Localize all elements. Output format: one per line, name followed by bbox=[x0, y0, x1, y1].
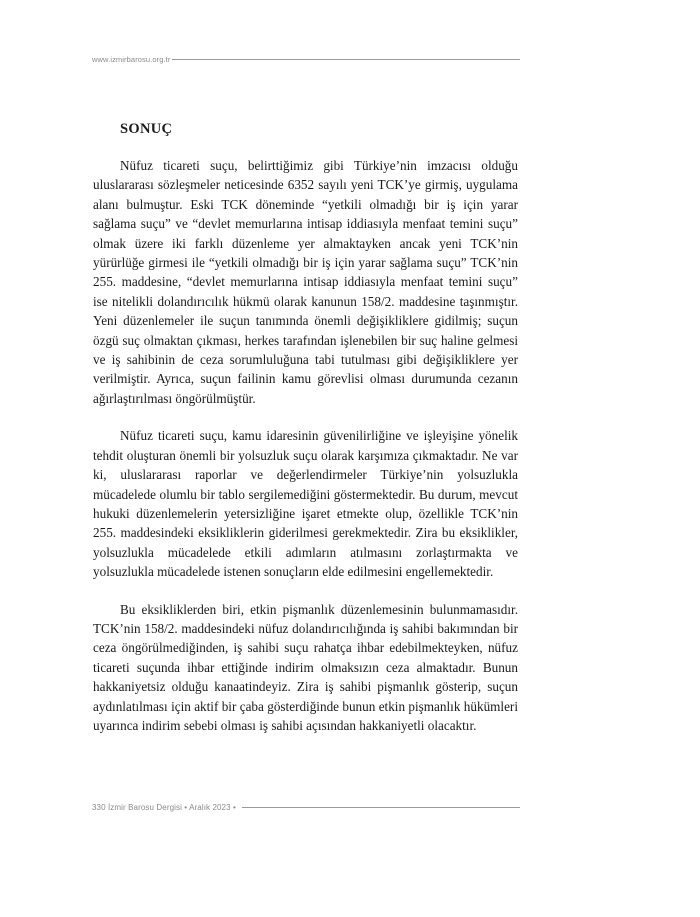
journal-url: www.izmirbarosu.org.tr bbox=[92, 54, 171, 64]
article-body bbox=[93, 156, 518, 735]
paragraph-2: Nüfuz ticareti suçu, kamu idaresinin güvenilirliğine ve işleyişine yönelik tehdit oluşturan önemli bir yolsuzluk suçu olarak karşımıza çıkmaktadır. Ne var ki, uluslararası raporlar ve değerlendirmeler Türkiye’nin yolsuzlukla mücadelede olumlu bir tablo sergilemediğini göstermektedir. Bu durum, mevcut hukuki düzenlemelerin yetersizliğine işaret etmekte olup, özellikle TCK’nin 255. maddesindeki eksikliklerin giderilmesi gerekmektedir. Zira bu eksiklikler, yolsuzlukla mücadelede etkili adımların atılmasını zorlaştırmakta ve yolsuzlukla mücadelede istenen sonuçların elde edilmesini engellemektedir. bbox=[93, 428, 518, 580]
page-footer bbox=[92, 800, 520, 814]
section-title: SONUÇ bbox=[120, 121, 173, 137]
footer-rule bbox=[242, 807, 520, 808]
paragraph-1: Nüfuz ticareti suçu, belirttiğimiz gibi Türkiye’nin imzacısı olduğu uluslararası sözleşmeler neticesinde 6352 sayılı yeni TCK’ye girmiş, uygulama alanı bulmuştur. Eski TCK döneminde “yetkili olmadığı bir iş için yarar sağlama suçu” ve “devlet memurlarına intisap iddiasıyla menfaat temini suçu” olmak üzere iki farklı düzenleme yer almaktayken ancak yeni TCK’nin yürürlüğe girmesi ile “yetkili olmadığı bir iş için yarar sağlama suçu” TCK’nin 255. maddesine, “devlet memurlarına intisap iddiasıyla menfaat temini suçu” ise nitelikli dolandırıcılık hükmü olarak kanunun 158/2. maddesine taşınmıştır. Yeni düzenlemeler ile suçun tanımında önemli değişikliklere gidilmiş; suçun özgü suç olmaktan çıkması, herkes tarafından işlenebilen bir suç haline gelmesi ve iş sahibinin de ceza sorumluluğuna tabi tutulması gibi değişikliklere yer verilmiştir. Ayrıca, suçun failinin kamu görevlisi olması durumunda cezanın ağırlaştırılması öngörülmüştür. bbox=[93, 158, 518, 406]
page-header bbox=[92, 52, 520, 66]
header-rule bbox=[172, 59, 520, 60]
paragraph-3: Bu eksikliklerden biri, etkin pişmanlık düzenlemesinin bulunmamasıdır. TCK’nin 158/2. maddesindeki nüfuz dolandırıcılığında iş sahibi bakımından bir ceza öngörülmediğinden, iş sahibi suçu rahatça ihbar edebilmekteyken, nüfuz ticareti suçunda ihbar ettiğinde indirim olmaksızın ceza almaktadır. Bunun hakkaniyetsiz olduğu kanaatindeyiz. Zira iş sahibi pişmanlık gösterip, suçun aydınlatılması için aktif bir çaba gösterdiğinde bunun etkin pişmanlık hükümleri uyarınca indirim sebebi olması iş sahibi açısından hakkaniyetli olacaktır. bbox=[93, 601, 518, 733]
footer-page-info: 330 İzmir Barosu Dergisi • Aralık 2023 • bbox=[92, 802, 236, 812]
